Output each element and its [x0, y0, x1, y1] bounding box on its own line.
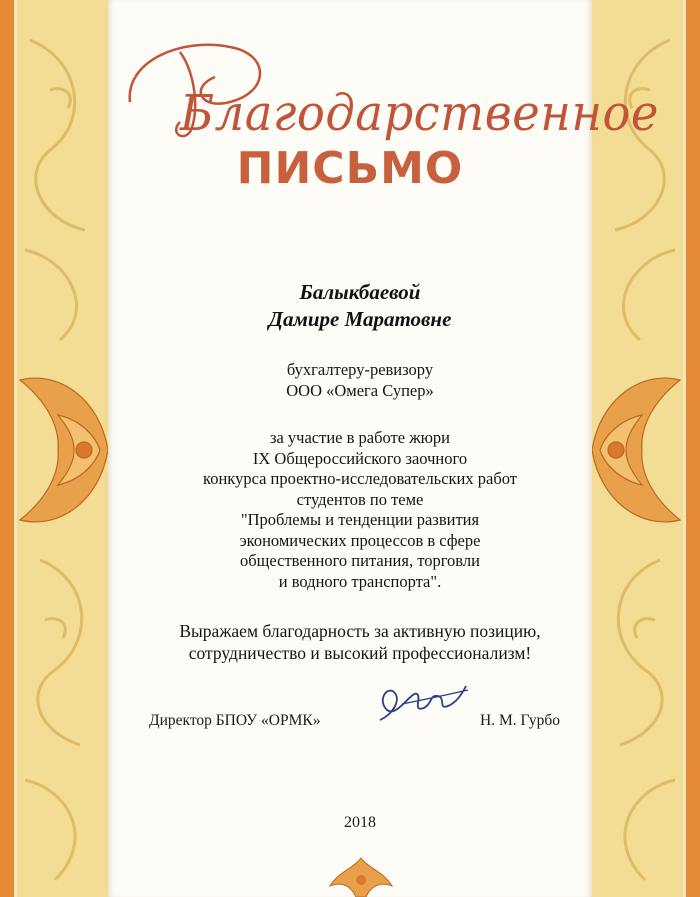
recipient-position: [0, 360, 700, 401]
reason-line: "Проблемы и тенденции развития: [240, 510, 480, 529]
reason-line: за участие в работе жюри: [269, 428, 451, 447]
award-reason: [0, 428, 700, 592]
recipient-surname: Балыкбаевой: [299, 280, 421, 304]
position-line: бухгалтеру-ревизору: [286, 360, 434, 379]
position-line: ООО «Омега Супер»: [286, 380, 434, 400]
reason-line: и водного транспорта".: [278, 571, 442, 591]
bottom-ornament-icon: [326, 856, 396, 897]
handwritten-signature: [372, 680, 472, 730]
reason-line: конкурса проектно-исследовательских работ: [203, 469, 517, 488]
thanks-line: сотрудничество и высокий профессионализм!: [188, 643, 532, 663]
certificate-year: 2018: [344, 814, 376, 831]
title-script-text: Благодарственное: [180, 84, 659, 142]
reason-line: студентов по теме: [296, 489, 424, 509]
reason-line: общественного питания, торговли: [240, 551, 480, 570]
reason-line: IX Общероссийского заочного: [252, 448, 468, 468]
certificate-title-script: [120, 32, 659, 142]
signatory-name: Н. М. Гурбо: [480, 712, 560, 729]
signatory-title: Директор БПОУ «ОРМК»: [149, 712, 321, 729]
reason-line: экономических процессов в сфере: [239, 530, 481, 550]
thanks-text: [0, 620, 700, 664]
thanks-line: Выражаем благодарность за активную позицию,: [179, 621, 541, 641]
recipient-name: Дамире Маратовне: [268, 307, 452, 331]
title-main: ПИСЬМО: [236, 143, 464, 194]
